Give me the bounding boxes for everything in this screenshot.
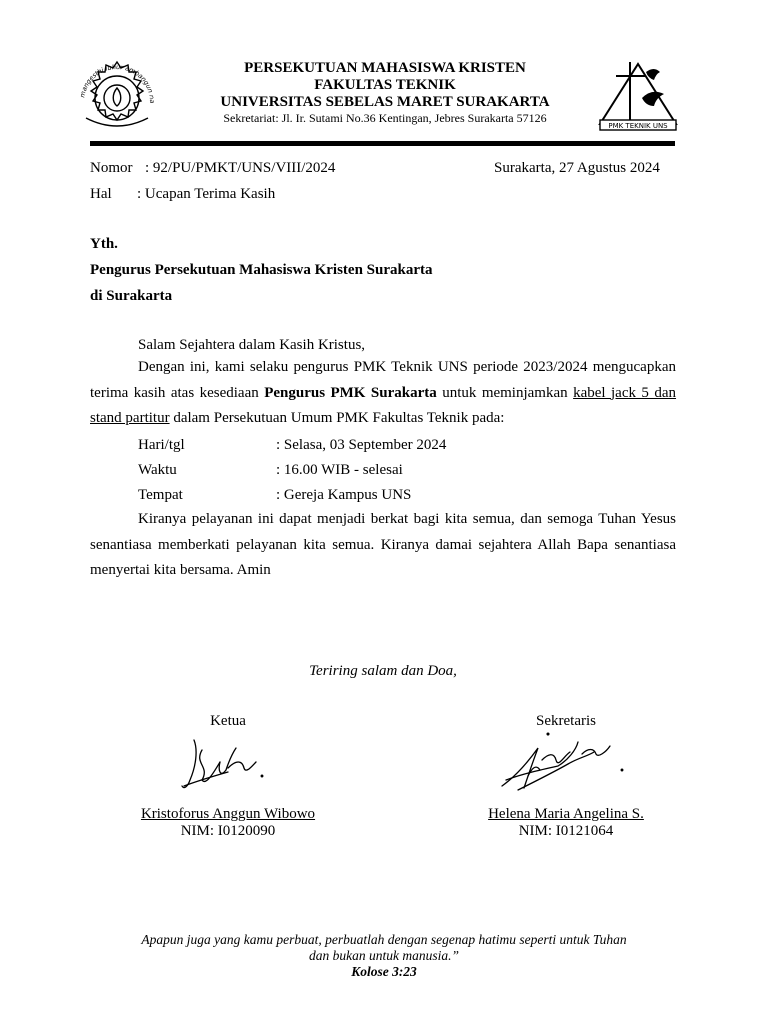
left-name: Kristoforus Anggun Wibowo <box>140 806 316 822</box>
p1-text-a: Dengan ini, kami selaku pengurus PMK Teknik UNS periode 2023/2024 mengucapkan terima kasih atas kesediaan <box>90 359 676 401</box>
detail-label-time: Waktu <box>138 462 177 478</box>
greeting: Salam Sejahtera dalam Kasih Kristus, <box>138 337 366 353</box>
p1-text-b: untuk meminjamkan <box>436 384 574 401</box>
hal-label: Hal <box>90 186 112 202</box>
detail-value-time: : 16.00 WIB - selesai <box>276 462 403 478</box>
p1-text-c: dalam Persekutuan Umum PMK Fakultas Teknik pada: <box>169 410 505 426</box>
right-role: Sekretaris <box>536 713 596 729</box>
signature-icon <box>498 730 628 796</box>
svg-text:mangesthi luhur ambangun nagar: mangesthi luhur ambangun na <box>78 62 157 104</box>
right-signature <box>498 730 628 801</box>
verse-line1: Apapun juga yang kamu perbuat, perbuatlah dengan segenap hatimu seperti untuk Tuhan <box>141 932 627 947</box>
verse-line2: dan bukan untuk manusia.” <box>309 948 459 963</box>
detail-value-date: : Selasa, 03 September 2024 <box>276 437 447 453</box>
p1-underline: kabel jack 5 dan stand partitur <box>90 384 677 426</box>
cross-dove-icon <box>596 58 680 134</box>
hal-value: : Ucapan Terima Kasih <box>137 186 276 202</box>
right-nim: NIM: I0121064 <box>518 823 614 839</box>
org-address: Sekretariat: Jl. Ir. Sutami No.36 Kentingan, Jebres Surakarta 57126 <box>223 111 547 125</box>
org-name-line3: UNIVERSITAS SEBELAS MARET SURAKARTA <box>220 94 550 110</box>
closing-paragraph: Kiranya pelayanan ini dapat menjadi berkat bagi kita semua, dan semoga Tuhan Yesus senantiasa memberkati pelayanan kita semua. Kiranya damai sejahtera Allah Bapa senantiasa menyertai kita bersama. Amin <box>90 511 676 578</box>
header-divider <box>90 141 675 146</box>
recipient-place: di Surakarta <box>90 288 173 304</box>
right-name: Helena Maria Angelina S. <box>488 806 644 822</box>
main-paragraph <box>90 355 676 432</box>
detail-value-place: : Gereja Kampus UNS <box>276 487 412 503</box>
detail-label-place: Tempat <box>138 487 183 503</box>
verse-reference: Kolose 3:23 <box>351 964 417 979</box>
nomor-label: Nomor <box>90 160 133 176</box>
left-nim: NIM: I0120090 <box>180 823 276 839</box>
left-role: Ketua <box>210 713 246 729</box>
place-date: Surakarta, 27 Agustus 2024 <box>494 160 660 176</box>
left-signature <box>180 736 270 799</box>
pmk-logo <box>596 58 680 134</box>
detail-label-date: Hari/tgl <box>138 437 185 453</box>
recipient-name: Pengurus Persekutuan Mahasiswa Kristen Surakarta <box>90 262 433 278</box>
uns-logo <box>72 58 162 138</box>
recipient-yth: Yth. <box>90 236 118 252</box>
signature-icon <box>180 736 270 794</box>
svg-text:PMK TEKNIK UNS: PMK TEKNIK UNS <box>608 122 668 130</box>
org-name-line1: PERSEKUTUAN MAHASISWA KRISTEN <box>244 60 526 76</box>
p1-bold: Pengurus PMK Surakarta <box>264 384 437 401</box>
org-name-line2: FAKULTAS TEKNIK <box>314 77 456 93</box>
uns-seal-icon <box>72 58 162 138</box>
nomor-value: : 92/PU/PMKT/UNS/VIII/2024 <box>145 160 336 176</box>
salutation: Teriring salam dan Doa, <box>309 663 457 679</box>
